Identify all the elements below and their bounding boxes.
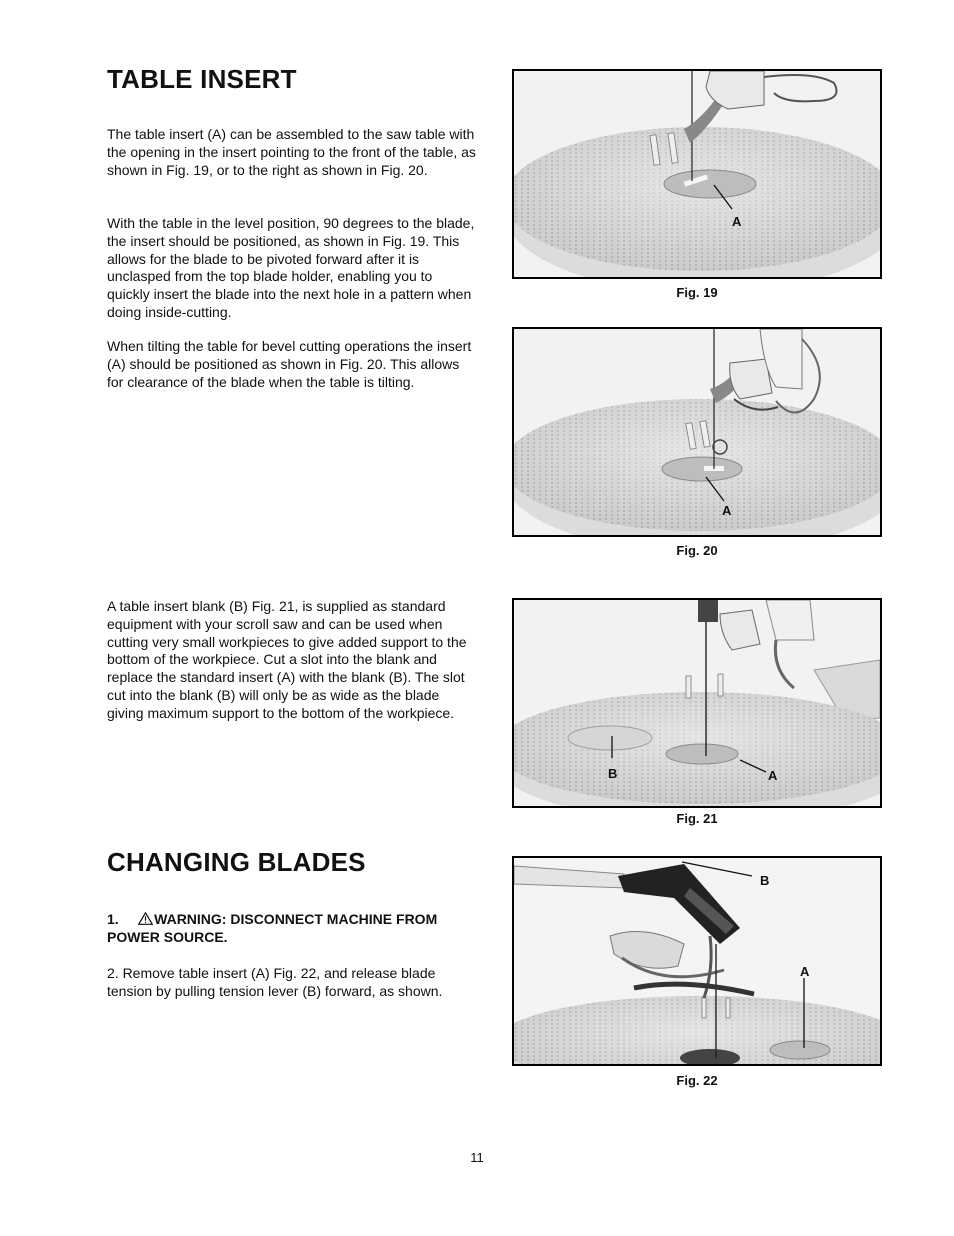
- step-2-text: 2. Remove table insert (A) Fig. 22, and release blade tension by pulling tension lever (B) forward, as shown.: [107, 965, 443, 999]
- fig-20-callout-a: A: [722, 503, 732, 518]
- step-1-warning: [107, 911, 477, 947]
- fig-19-callout-a: A: [732, 214, 742, 229]
- figure-21-caption: Fig. 21: [676, 811, 718, 826]
- figure-19-caption: Fig. 19: [676, 285, 718, 300]
- fig-22-callout-a: A: [800, 964, 810, 979]
- paragraph-level-position: With the table in the level position, 90 degrees to the blade, the insert should be positioned, as shown in Fig. 19. This allows for the blade to be pivoted forward after it is unclasped from the top blade holder, enabling you to quickly insert the blade into the next hole in a pattern when doing inside-cutting.: [107, 215, 475, 320]
- step-1-text: WARNING: DISCONNECT MACHINE FROM POWER SOURCE.: [107, 911, 438, 945]
- section-title-table-insert: TABLE INSERT: [107, 64, 297, 94]
- warning-triangle-icon: [138, 912, 153, 925]
- fig-21-callout-a: A: [768, 768, 778, 783]
- paragraph-insert-orientation: The table insert (A) can be assembled to the saw table with the opening in the insert pointing to the front of the table, as shown in Fig. 19, or to the right as shown in Fig. 20.: [107, 126, 476, 178]
- fig-22-callout-b: B: [760, 873, 770, 888]
- paragraph-insert-blank: A table insert blank (B) Fig. 21, is supplied as standard equipment with your scroll saw and can be used when cutting very small workpieces to give added support to the bottom of the workpiece. Cut a slot into the blank and replace the standard insert (A) with the blank (B). The slot cut into the blank (B) will only be as wide as the blade giving maximum support to the bottom of the workpiece.: [107, 598, 467, 721]
- section-title-changing-blades: CHANGING BLADES: [107, 847, 366, 877]
- figure-21-photo: [512, 598, 882, 808]
- fig-21-callout-b: B: [608, 766, 618, 781]
- paragraph-bevel-cutting: When tilting the table for bevel cutting operations the insert (A) should be positioned as shown in Fig. 20. This allows for clearance of the blade when the table is tilting.: [107, 338, 472, 390]
- figure-20-photo: [512, 327, 882, 537]
- figure-22-photo: [512, 856, 882, 1066]
- figure-20-caption: Fig. 20: [676, 543, 718, 558]
- page-number: 11: [470, 1150, 484, 1165]
- figure-22-caption: Fig. 22: [676, 1073, 718, 1088]
- figure-19-photo: [512, 69, 882, 279]
- step-1-number: 1.: [107, 911, 119, 927]
